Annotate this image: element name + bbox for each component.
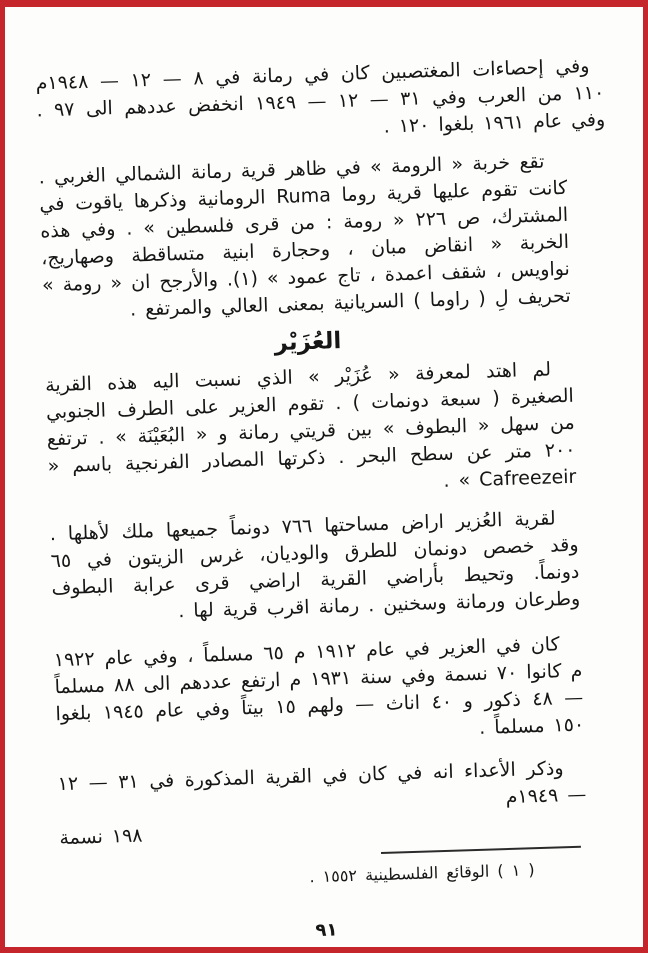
section-heading-al-uzayr: العُزَيْر <box>274 328 342 357</box>
paragraph-uzayr-lands: لقرية العُزير اراض مساحتها ٧٦٦ دونماً جميعها ملك لأهلها . وقد خصص دونمان للطرق والوديان، غرس الزيتون في ٦٥ دونماً. وتحيط بأراضي القرية اراضي قرى عرابة البطوف وطرعان ورمانة وسخنين . رمانة اقرب قرية لها . <box>49 507 581 623</box>
page-number: ٩١ <box>315 919 338 942</box>
paragraph-uzayr-location: لم اهتد لمعرفة « عُزَيْر » الذي نسبت اليه هذه القرية الصغيرة ( سبعة دونمات ) . تقوم العزير على الطرف الجنوبي من سهل « البطوف » بين قريتي رمانة و « البُعَيْنَة » . ترتفع ٢٠٠ متر عن سطح البحر . ذكرتها المصادر الفرنجية باسم « Cafreezeir » . <box>44 358 577 492</box>
paragraph-khirbet-al-ruma: تقع خربة « الرومة » في ظاهر قرية رمانة الشمالي الغربي . كانت تقوم عليها قرية روما Ruma الرومانية وذكرها ياقوت في المشترك، ص ٢٢٦ « رومة : من قرى فلسطين » . وفي هذه الخربة « انقاض مبان ، وحجارة ابنية متساقطة وصهاريج، نواويس ، شقف اعمدة ، تاج عمود » (١). والأرجح ان « رومة » تحريف لِ ( راوما ) السريانية بمعنى العالي والمرتفع . <box>38 150 571 321</box>
footnote-reference: ( ١ ) الوقائع الفلسطينية ١٥٥٢ . <box>309 860 535 887</box>
paragraph-enemy-census: وذكر الأعداء انه في كان في القرية المذكورة في ٣١ — ١٢ — ١٩٤٩م <box>57 757 587 809</box>
paragraph-uzayr-population: كان في العزير في عام ١٩١٢ م ٦٥ مسلماً ، وفي عام ١٩٢٢ م كانوا ٧٠ نسمة وفي سنة ١٩٣١ م ارتفع عددهم الى ٨٨ مسلماً — ٤٨ ذكور و ٤٠ اناث — ولهم ١٥ بيتاً وفي عام ١٩٤٥ بلغوا ١٥٠ مسلماً . <box>53 633 585 739</box>
paragraph-enemy-census-continuation: ١٩٨ نسمة <box>59 824 143 850</box>
paragraph-census-1948: وفي إحصاءات المغتصبين كان في رمانة في ٨ — ١٢ — ١٩٤٨م ١١٠ من العرب وفي ٣١ — ١٢ — ١٩٤٩ انخفض عددهم الى ٩٧ . وفي عام ١٩٦١ بلغوا ١٢٠ . <box>35 55 606 138</box>
page-content <box>35 54 606 952</box>
footnote-divider <box>381 846 581 854</box>
